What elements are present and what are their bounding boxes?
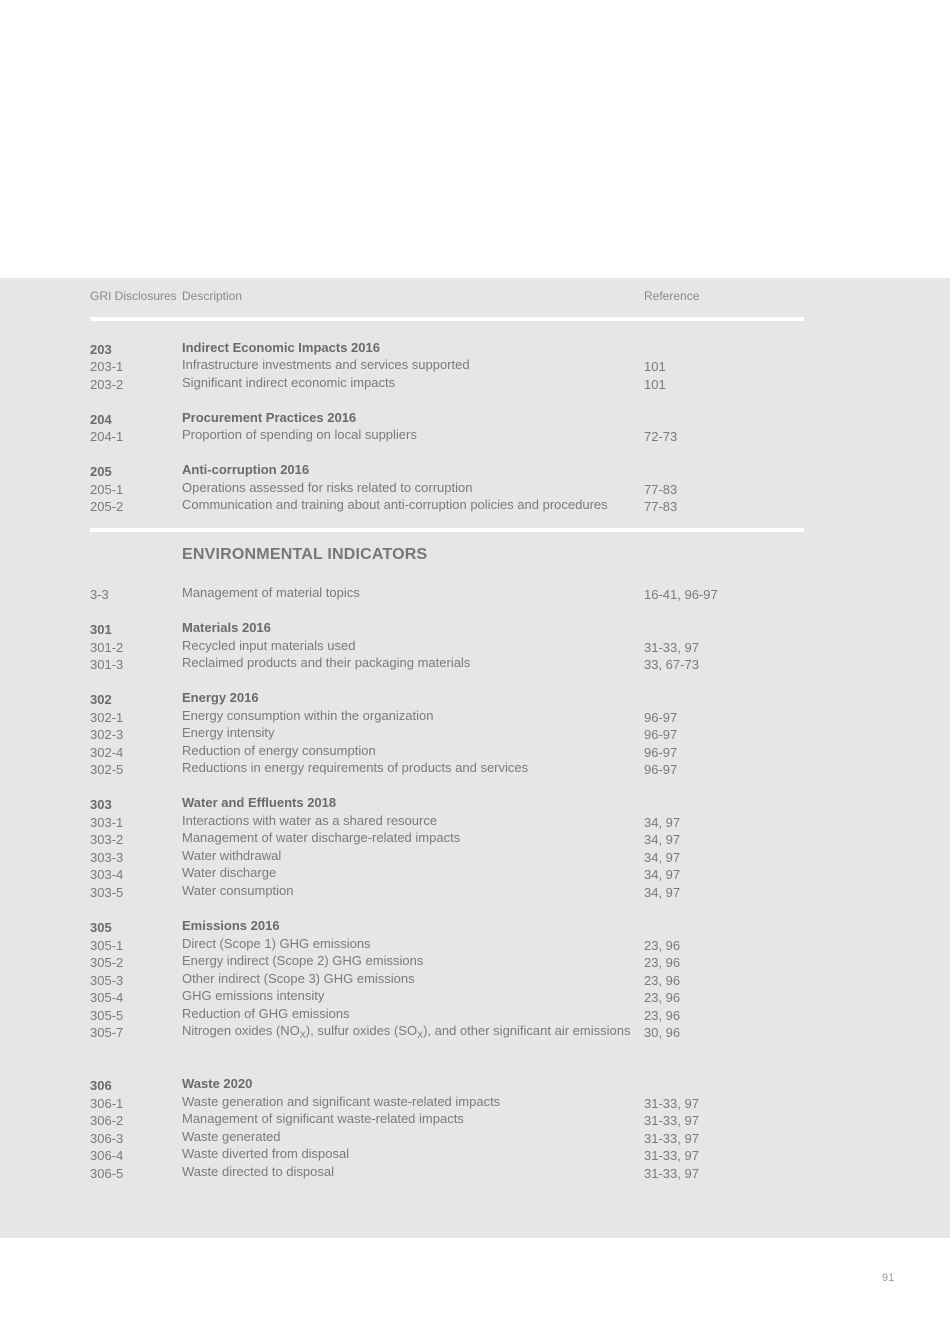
reference-pages: 96-97 bbox=[644, 710, 678, 725]
reference-pages: 101 bbox=[644, 359, 666, 374]
table-row bbox=[0, 830, 950, 848]
subscript: X bbox=[299, 1030, 306, 1040]
disclosure-description: Management of significant waste-related impacts bbox=[182, 1111, 464, 1126]
header-divider bbox=[90, 317, 804, 321]
disclosure-description: Procurement Practices 2016 bbox=[182, 410, 357, 425]
subscript: X bbox=[417, 1030, 424, 1040]
table-row bbox=[0, 497, 950, 515]
disclosure-code: 203-2 bbox=[90, 377, 124, 392]
disclosure-code: 303 bbox=[90, 797, 112, 812]
table-row bbox=[0, 813, 950, 831]
disclosure-code: 305-5 bbox=[90, 1008, 124, 1023]
table-row bbox=[0, 953, 950, 971]
disclosure-code: 203 bbox=[90, 342, 112, 357]
disclosure-code: 204 bbox=[90, 412, 112, 427]
disclosure-code: 205-2 bbox=[90, 499, 124, 514]
disclosure-code: 305-1 bbox=[90, 938, 124, 953]
table-row bbox=[0, 848, 950, 866]
disclosure-code: 302-1 bbox=[90, 710, 124, 725]
table-row bbox=[0, 1023, 950, 1041]
disclosure-code: 303-2 bbox=[90, 832, 124, 847]
reference-pages: 77-83 bbox=[644, 482, 678, 497]
reference-pages: 31-33, 97 bbox=[644, 1166, 699, 1181]
group-row bbox=[0, 690, 950, 708]
disclosure-code: 3-3 bbox=[90, 587, 109, 602]
reference-pages: 96-97 bbox=[644, 727, 678, 742]
header-gri-disclosures: GRI Disclosures bbox=[90, 289, 177, 303]
disclosure-description: Reduction of energy consumption bbox=[182, 743, 376, 758]
disclosure-code: 302-3 bbox=[90, 727, 124, 742]
table-row bbox=[0, 708, 950, 726]
disclosure-description: Reduction of GHG emissions bbox=[182, 1006, 350, 1021]
disclosure-code: 301-3 bbox=[90, 657, 124, 672]
disclosure-description: Indirect Economic Impacts 2016 bbox=[182, 340, 380, 355]
reference-pages: 34, 97 bbox=[644, 867, 681, 882]
disclosure-code: 306-3 bbox=[90, 1131, 124, 1146]
reference-pages: 30, 96 bbox=[644, 1025, 681, 1040]
disclosure-code: 305-3 bbox=[90, 973, 124, 988]
table-row bbox=[0, 655, 950, 673]
disclosure-description: Emissions 2016 bbox=[182, 918, 280, 933]
disclosure-description: Waste directed to disposal bbox=[182, 1164, 334, 1179]
description-part: ), and other significant air emissions bbox=[423, 1023, 631, 1038]
table-row bbox=[0, 743, 950, 761]
reference-pages: 31-33, 97 bbox=[644, 1131, 699, 1146]
disclosure-code: 205 bbox=[90, 464, 112, 479]
group-row bbox=[0, 340, 950, 358]
reference-pages: 31-33, 97 bbox=[644, 1096, 699, 1111]
disclosure-description: Infrastructure investments and services supported bbox=[182, 357, 470, 372]
table-row bbox=[0, 1094, 950, 1112]
disclosure-description: Waste generated bbox=[182, 1129, 281, 1144]
table-row bbox=[0, 725, 950, 743]
table-row bbox=[0, 357, 950, 375]
disclosure-description: Reclaimed products and their packaging materials bbox=[182, 655, 471, 670]
disclosure-code: 302-5 bbox=[90, 762, 124, 777]
disclosure-description bbox=[182, 1023, 630, 1038]
disclosure-code: 303-4 bbox=[90, 867, 124, 882]
reference-pages: 23, 96 bbox=[644, 973, 681, 988]
disclosure-description: Waste diverted from disposal bbox=[182, 1146, 350, 1161]
disclosure-description: Energy intensity bbox=[182, 725, 275, 740]
header-description: Description bbox=[182, 289, 243, 303]
disclosure-description: Water discharge bbox=[182, 865, 277, 880]
group-row bbox=[0, 410, 950, 428]
reference-pages: 31-33, 97 bbox=[644, 640, 699, 655]
disclosure-description: Management of material topics bbox=[182, 585, 360, 600]
disclosure-code: 306-2 bbox=[90, 1113, 124, 1128]
reference-pages: 34, 97 bbox=[644, 850, 681, 865]
disclosure-code: 305 bbox=[90, 920, 112, 935]
table-row bbox=[0, 585, 950, 603]
disclosure-description: Interactions with water as a shared resource bbox=[182, 813, 438, 828]
reference-pages: 34, 97 bbox=[644, 815, 681, 830]
disclosure-code: 302 bbox=[90, 692, 112, 707]
table-row bbox=[0, 1111, 950, 1129]
table-row bbox=[0, 936, 950, 954]
disclosure-code: 306-1 bbox=[90, 1096, 124, 1111]
reference-pages: 101 bbox=[644, 377, 666, 392]
table-row bbox=[0, 1146, 950, 1164]
group-row bbox=[0, 462, 950, 480]
disclosure-code: 303-5 bbox=[90, 885, 124, 900]
reference-pages: 23, 96 bbox=[644, 955, 681, 970]
disclosure-description: Communication and training about anti-corruption policies and procedures bbox=[182, 497, 608, 512]
section-divider bbox=[90, 528, 804, 532]
group-row bbox=[0, 795, 950, 813]
description-part: ), sulfur oxides (SO bbox=[305, 1023, 418, 1038]
disclosure-description: GHG emissions intensity bbox=[182, 988, 325, 1003]
disclosure-description: Energy indirect (Scope 2) GHG emissions bbox=[182, 953, 424, 968]
table-row bbox=[0, 1006, 950, 1024]
reference-pages: 96-97 bbox=[644, 745, 678, 760]
reference-pages: 34, 97 bbox=[644, 885, 681, 900]
disclosure-description: Materials 2016 bbox=[182, 620, 271, 635]
disclosure-code: 305-2 bbox=[90, 955, 124, 970]
reference-pages: 31-33, 97 bbox=[644, 1113, 699, 1128]
reference-pages: 34, 97 bbox=[644, 832, 681, 847]
disclosure-code: 306-4 bbox=[90, 1148, 124, 1163]
reference-pages: 23, 96 bbox=[644, 990, 681, 1005]
header-reference: Reference bbox=[644, 289, 700, 303]
table-row bbox=[0, 760, 950, 778]
disclosure-code: 306 bbox=[90, 1078, 112, 1093]
table-row bbox=[0, 971, 950, 989]
group-row bbox=[0, 918, 950, 936]
section-title-environmental: ENVIRONMENTAL INDICATORS bbox=[182, 546, 428, 563]
disclosure-description: Operations assessed for risks related to corruption bbox=[182, 480, 473, 495]
group-row bbox=[0, 1076, 950, 1094]
table-row bbox=[0, 375, 950, 393]
disclosure-code: 305-4 bbox=[90, 990, 124, 1005]
reference-pages: 77-83 bbox=[644, 499, 678, 514]
disclosure-description: Energy 2016 bbox=[182, 690, 259, 705]
reference-pages: 23, 96 bbox=[644, 938, 681, 953]
reference-pages: 31-33, 97 bbox=[644, 1148, 699, 1163]
table-row bbox=[0, 427, 950, 445]
disclosure-code: 301-2 bbox=[90, 640, 124, 655]
disclosure-code: 301 bbox=[90, 622, 112, 637]
disclosure-description: Water and Effluents 2018 bbox=[182, 795, 337, 810]
description-part: Nitrogen oxides (NO bbox=[182, 1023, 300, 1038]
table-row bbox=[0, 1129, 950, 1147]
disclosure-code: 302-4 bbox=[90, 745, 124, 760]
disclosure-description: Water consumption bbox=[182, 883, 294, 898]
disclosure-description: Reductions in energy requirements of products and services bbox=[182, 760, 529, 775]
disclosure-code: 205-1 bbox=[90, 482, 124, 497]
page-number: 91 bbox=[882, 1272, 895, 1284]
disclosure-code: 203-1 bbox=[90, 359, 124, 374]
reference-pages: 72-73 bbox=[644, 429, 678, 444]
disclosure-code: 204-1 bbox=[90, 429, 124, 444]
reference-pages: 33, 67-73 bbox=[644, 657, 699, 672]
disclosure-description: Direct (Scope 1) GHG emissions bbox=[182, 936, 371, 951]
disclosure-code: 306-5 bbox=[90, 1166, 124, 1181]
disclosure-description: Proportion of spending on local suppliers bbox=[182, 427, 417, 442]
table-row bbox=[0, 1164, 950, 1182]
table-row bbox=[0, 865, 950, 883]
group-row bbox=[0, 620, 950, 638]
table-row bbox=[0, 988, 950, 1006]
disclosure-code: 303-3 bbox=[90, 850, 124, 865]
disclosure-description: Anti-corruption 2016 bbox=[182, 462, 310, 477]
disclosure-description: Waste generation and significant waste-related impacts bbox=[182, 1094, 501, 1109]
table-row bbox=[0, 480, 950, 498]
reference-pages: 23, 96 bbox=[644, 1008, 681, 1023]
disclosure-description: Recycled input materials used bbox=[182, 638, 356, 653]
disclosure-description: Other indirect (Scope 3) GHG emissions bbox=[182, 971, 415, 986]
table-row bbox=[0, 638, 950, 656]
disclosure-code: 305-7 bbox=[90, 1025, 124, 1040]
disclosure-description: Significant indirect economic impacts bbox=[182, 375, 396, 390]
disclosure-description: Energy consumption within the organization bbox=[182, 708, 434, 723]
reference-pages: 16-41, 96-97 bbox=[644, 587, 718, 602]
table-row bbox=[0, 883, 950, 901]
disclosure-description: Water withdrawal bbox=[182, 848, 282, 863]
disclosure-description: Management of water discharge-related impacts bbox=[182, 830, 461, 845]
disclosure-code: 303-1 bbox=[90, 815, 124, 830]
reference-pages: 96-97 bbox=[644, 762, 678, 777]
disclosure-description: Waste 2020 bbox=[182, 1076, 253, 1091]
